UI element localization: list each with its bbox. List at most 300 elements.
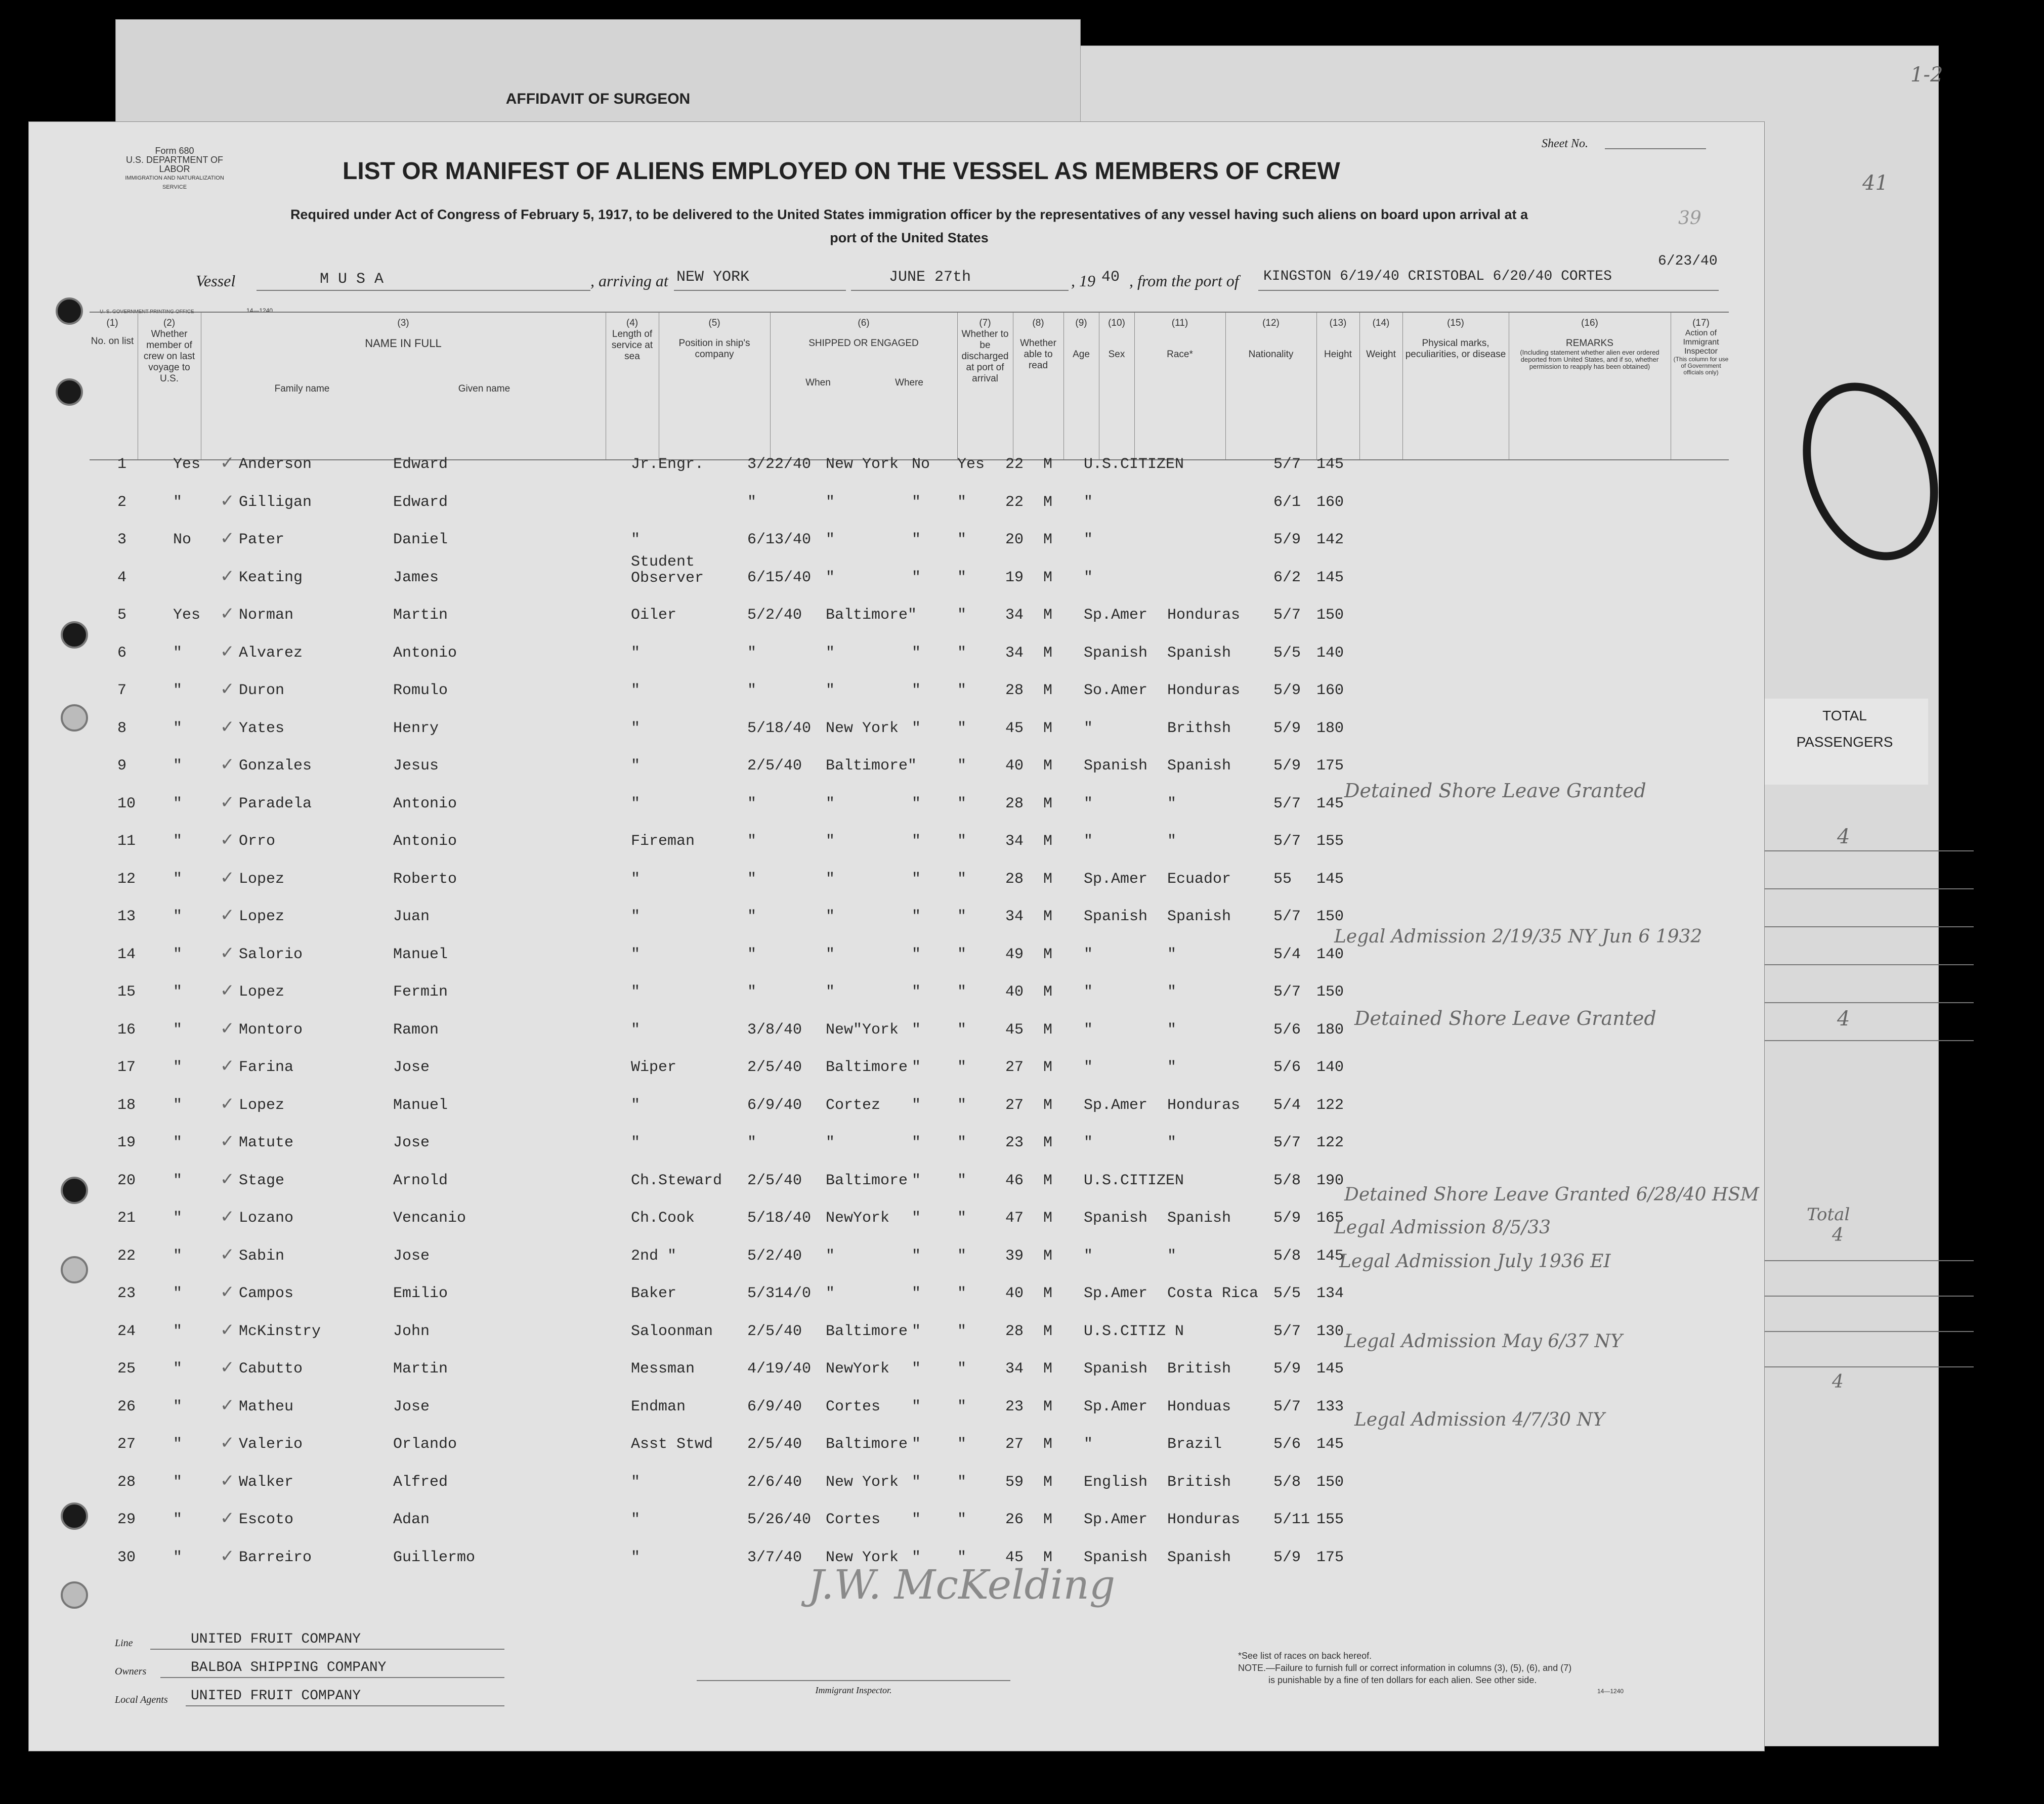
cell-family-name: Paradela (239, 795, 312, 812)
check-mark-icon: ✓ (220, 942, 235, 963)
cell-nationality: " (1167, 1059, 1177, 1076)
cell-age: 28 (1005, 795, 1024, 812)
page-mark: 39 (1678, 208, 1701, 229)
cell-family-name: Matheu (239, 1398, 294, 1415)
remark-row20: Detained Shore Leave Granted 6/28/40 HSM (1344, 1184, 1759, 1205)
cell-age: 45 (1005, 1021, 1024, 1039)
cell-shipped-where: Baltimore (826, 1059, 908, 1076)
total-passengers-box (1761, 699, 1928, 785)
col-when-header: When (805, 377, 831, 388)
cell-prev-voyage: Yes (173, 607, 201, 624)
cell-nationality: Ecuador (1167, 870, 1231, 888)
cell-sex: M (1043, 833, 1053, 850)
cell-shipped-when: 5/2/40 (747, 1247, 802, 1265)
vessel-label: Vessel (196, 272, 236, 290)
cell-race: " (1084, 1247, 1093, 1265)
check-mark-icon: ✓ (220, 1470, 235, 1491)
from-underline (1258, 290, 1719, 291)
cell-given-name: Martin (393, 1360, 448, 1378)
cell-row-number: 1 (117, 456, 127, 473)
cell-weight: 160 (1316, 682, 1344, 699)
cell-given-name: Manuel (393, 1096, 448, 1114)
table-row (29, 553, 1764, 596)
cell-able-to-read: " (957, 1210, 967, 1227)
cell-race: " (1084, 946, 1093, 963)
cell-prev-voyage: " (173, 1134, 183, 1151)
col6-num: (6) (858, 318, 870, 328)
cell-race: " (1084, 569, 1093, 586)
cell-discharged: " (912, 1511, 921, 1528)
line-label: Line (115, 1638, 133, 1649)
tally-line (1761, 964, 1974, 965)
cell-shipped-where: " (826, 493, 835, 511)
remark-row24: Legal Admission May 6/37 NY (1344, 1331, 1623, 1352)
col-age-header: Age (1073, 349, 1090, 360)
cell-height: 5/9 (1273, 531, 1301, 548)
cell-position: " (631, 719, 641, 737)
cell-race: Sp.Amer (1084, 1511, 1148, 1528)
check-mark-icon: ✓ (220, 792, 235, 812)
cell-able-to-read: " (957, 1436, 967, 1453)
table-row (29, 861, 1764, 898)
cell-nationality: Spanish (1167, 757, 1231, 775)
table-row (29, 1350, 1764, 1388)
col5-num: (5) (708, 318, 720, 328)
col7-num: (7) (979, 318, 991, 328)
check-mark-icon: ✓ (220, 1056, 235, 1076)
cell-shipped-where: " (826, 1247, 835, 1265)
cell-weight: 145 (1316, 1247, 1344, 1265)
arrival-year: 40 (1101, 269, 1120, 286)
cell-able-to-read: " (957, 1285, 967, 1302)
col-read-header: Whether able to read (1020, 338, 1056, 371)
cell-nationality: Spanish (1167, 1549, 1231, 1566)
table-row (29, 1464, 1764, 1501)
cell-sex: M (1043, 531, 1053, 548)
cell-given-name: Henry (393, 719, 439, 737)
cell-shipped-where: " (826, 795, 835, 812)
cell-race: " (1084, 493, 1093, 511)
check-mark-icon: ✓ (220, 830, 235, 850)
col-marks-header: Physical marks, peculiarities, or disease (1405, 338, 1506, 360)
cell-discharged: " (912, 1549, 921, 1566)
tally-line (1761, 850, 1974, 851)
cell-able-to-read: " (957, 1549, 967, 1566)
cell-age: 49 (1005, 946, 1024, 963)
cell-weight: 142 (1316, 531, 1344, 548)
cell-height: 5/11 (1273, 1511, 1310, 1528)
cell-discharged: " (912, 983, 921, 1001)
cell-able-to-read: " (957, 946, 967, 963)
col-family-header: Family name (274, 383, 330, 394)
cell-family-name: Yates (239, 719, 285, 737)
cell-sex: M (1043, 795, 1053, 812)
subtitle-line2: port of the United States (830, 230, 989, 245)
check-mark-icon: ✓ (220, 1395, 235, 1415)
cell-prev-voyage: " (173, 682, 183, 699)
cell-sex: M (1043, 1360, 1053, 1378)
cell-height: 5/9 (1273, 719, 1301, 737)
punch-hole (61, 621, 88, 649)
agents-underline (186, 1705, 504, 1706)
check-mark-icon: ✓ (220, 1207, 235, 1227)
cell-age: 34 (1005, 644, 1024, 662)
cell-discharged: " (912, 719, 921, 737)
cell-discharged: " (912, 870, 921, 888)
cell-height: 5/7 (1273, 1134, 1301, 1151)
cell-shipped-where: " (826, 1285, 835, 1302)
cell-given-name: Jose (393, 1059, 430, 1076)
cell-able-to-read: " (957, 1134, 967, 1151)
cell-shipped-when: " (747, 493, 757, 511)
cell-nationality: Spanish (1167, 644, 1231, 662)
cell-family-name: Matute (239, 1134, 294, 1151)
cell-discharged: " (912, 1285, 921, 1302)
cell-sex: M (1043, 644, 1053, 662)
cell-discharged: " (912, 1096, 921, 1114)
cell-able-to-read: " (957, 1172, 967, 1189)
from-ports-date: 6/23/40 (1658, 253, 1718, 269)
cell-race: So.Amer (1084, 682, 1148, 699)
col-remarks-sub: (Including statement whether alien ever ordered deported from United States, and if so, whether permission to reapply has been obtained) (1520, 349, 1659, 370)
table-row (29, 747, 1764, 785)
count-c: 4 (1832, 1225, 1844, 1245)
cell-position: Messman (631, 1360, 695, 1378)
cell-able-to-read: " (957, 1360, 967, 1378)
cell-discharged: " (912, 1059, 921, 1076)
cell-height: 5/8 (1273, 1172, 1301, 1189)
cell-family-name: Lozano (239, 1210, 294, 1227)
cell-given-name: Daniel (393, 531, 448, 548)
cell-row-number: 21 (117, 1210, 136, 1227)
cell-sex: M (1043, 719, 1053, 737)
cell-age: 34 (1005, 833, 1024, 850)
col-name-header: NAME IN FULL (365, 337, 442, 350)
check-mark-icon: ✓ (220, 867, 235, 888)
check-mark-icon: ✓ (220, 1093, 235, 1114)
cell-race: " (1084, 795, 1093, 812)
footer-company-block (115, 1629, 509, 1714)
col2-num: (2) (163, 318, 176, 328)
cell-race: Spanish (1084, 644, 1148, 662)
cell-sex: M (1043, 946, 1053, 963)
cell-sex: M (1043, 493, 1053, 511)
cell-shipped-where: " (826, 1134, 835, 1151)
cell-shipped-when: 4/19/40 (747, 1360, 812, 1378)
cell-prev-voyage: " (173, 1096, 183, 1114)
cell-position: " (631, 795, 641, 812)
cell-given-name: Arnold (393, 1172, 448, 1189)
cell-discharged: " (912, 946, 921, 963)
cell-able-to-read: " (957, 908, 967, 925)
cell-height: 5/7 (1273, 833, 1301, 850)
cell-weight: 150 (1316, 983, 1344, 1001)
from-port-label: , from the port of (1129, 272, 1239, 290)
cell-sex: M (1043, 1247, 1053, 1265)
cell-weight: 190 (1316, 1172, 1344, 1189)
cell-family-name: Lopez (239, 1096, 285, 1114)
manifest-sheet (28, 121, 1765, 1751)
cell-prev-voyage: " (173, 1172, 183, 1189)
cell-shipped-when: " (747, 983, 757, 1001)
cell-prev-voyage: " (173, 757, 183, 775)
table-row (29, 1087, 1764, 1124)
cell-nationality: Costa Rica (1167, 1285, 1259, 1302)
cell-given-name: James (393, 569, 439, 586)
line-underline (150, 1649, 504, 1650)
cell-row-number: 28 (117, 1473, 136, 1491)
col-divider (1134, 313, 1135, 459)
cell-age: 19 (1005, 569, 1024, 586)
col-action-sub: (This column for use of Government officials only) (1673, 356, 1729, 376)
cell-prev-voyage: No (173, 531, 192, 548)
cell-race: U.S.CITIZEN (1084, 1172, 1184, 1189)
check-mark-icon: ✓ (220, 1319, 235, 1340)
cell-given-name: Martin (393, 607, 448, 624)
cell-age: 26 (1005, 1511, 1024, 1528)
col11-num: (11) (1171, 318, 1188, 328)
table-row (29, 1501, 1764, 1538)
cell-weight: 140 (1316, 1059, 1344, 1076)
cell-family-name: Keating (239, 569, 303, 586)
cell-position: Endman (631, 1398, 686, 1415)
cell-prev-voyage: " (173, 908, 183, 925)
cell-height: 5/9 (1273, 1360, 1301, 1378)
cell-shipped-when: 6/9/40 (747, 1096, 802, 1114)
cell-nationality: British (1167, 1360, 1231, 1378)
footer-notes (1238, 1650, 1571, 1686)
cell-discharged: " (912, 531, 921, 548)
cell-shipped-where: Cortes (826, 1511, 881, 1528)
cell-row-number: 15 (117, 983, 136, 1001)
cell-shipped-where: Baltimore (826, 1436, 908, 1453)
check-mark-icon: ✓ (220, 566, 235, 586)
note-failure: NOTE.—Failure to furnish full or correct information in columns (3), (5), (6), and (7) (1238, 1663, 1572, 1673)
page-number: 41 (1862, 171, 1888, 195)
cell-nationality: Honduras (1167, 682, 1241, 699)
cell-race: English (1084, 1473, 1148, 1491)
form-number: Form 680 (155, 146, 194, 156)
cell-age: 20 (1005, 531, 1024, 548)
cell-prev-voyage: " (173, 1285, 183, 1302)
cell-family-name: Montoro (239, 1021, 303, 1039)
department: U.S. DEPARTMENT OF LABOR (125, 155, 224, 174)
inspector-line (697, 1680, 1010, 1681)
cell-prev-voyage: Yes (173, 456, 201, 473)
table-row (29, 1275, 1764, 1312)
table-row (29, 710, 1764, 747)
cell-height: 5/8 (1273, 1247, 1301, 1265)
cell-family-name: Lopez (239, 870, 285, 888)
cell-age: 23 (1005, 1134, 1024, 1151)
cell-shipped-when: 3/8/40 (747, 1021, 802, 1039)
cell-height: 5/9 (1273, 757, 1301, 775)
cell-row-number: 5 (117, 607, 127, 624)
cell-given-name: Vencanio (393, 1210, 466, 1227)
cell-row-number: 27 (117, 1436, 136, 1453)
cell-shipped-where: " (826, 908, 835, 925)
cell-shipped-where: New York (826, 1473, 899, 1491)
cell-family-name: Walker (239, 1473, 294, 1491)
cell-prev-voyage: " (173, 870, 183, 888)
agents-company: UNITED FRUIT COMPANY (191, 1688, 361, 1704)
cell-shipped-where: " (826, 644, 835, 662)
cell-shipped-when: " (747, 946, 757, 963)
tally-line (1761, 1260, 1974, 1261)
cell-sex: M (1043, 1210, 1053, 1227)
cell-race: " (1084, 983, 1093, 1001)
sheet-label: Sheet No. (1542, 137, 1588, 150)
cell-shipped-where: Baltimore (826, 1172, 908, 1189)
col-divider (1316, 313, 1317, 459)
punch-hole (56, 378, 83, 406)
cell-prev-voyage: " (173, 946, 183, 963)
cell-able-to-read: " (957, 1398, 967, 1415)
cell-height: 5/7 (1273, 1398, 1301, 1415)
cell-position: " (631, 1021, 641, 1039)
cell-prev-voyage: " (173, 1021, 183, 1039)
cell-nationality: Brazil (1167, 1436, 1222, 1453)
cell-shipped-when: 6/13/40 (747, 531, 812, 548)
cell-discharged: " (912, 1398, 921, 1415)
cell-discharged: " (912, 1436, 921, 1453)
cell-position: " (631, 1134, 641, 1151)
cell-discharged: " (912, 682, 921, 699)
cell-shipped-when: 6/15/40 (747, 569, 812, 586)
cell-row-number: 14 (117, 946, 136, 963)
cell-race: Sp.Amer (1084, 1285, 1148, 1302)
cell-race: Spanish (1084, 1360, 1148, 1378)
cell-prev-voyage: " (173, 1511, 183, 1528)
cell-prev-voyage: " (173, 1360, 183, 1378)
cell-weight: 130 (1316, 1322, 1344, 1340)
cell-height: 5/6 (1273, 1436, 1301, 1453)
cell-able-to-read: " (957, 682, 967, 699)
cell-able-to-read: " (957, 833, 967, 850)
cell-shipped-where: New York (826, 1549, 899, 1566)
check-mark-icon: ✓ (220, 528, 235, 548)
cell-shipped-when: 2/6/40 (747, 1473, 802, 1491)
cell-row-number: 20 (117, 1172, 136, 1189)
cell-family-name: Gonzales (239, 757, 312, 775)
check-mark-icon: ✓ (220, 679, 235, 699)
col-no-header: No. on list (91, 336, 134, 347)
cell-nationality: Spanish (1167, 1210, 1231, 1227)
corner-mark: 1-2 (1910, 63, 1943, 87)
cell-position: " (631, 1473, 641, 1491)
cell-race: " (1084, 1059, 1093, 1076)
cell-age: 28 (1005, 682, 1024, 699)
cell-shipped-when: " (747, 870, 757, 888)
cell-position: " (631, 644, 641, 662)
cell-age: 45 (1005, 1549, 1024, 1566)
remark-row10: Detained Shore Leave Granted (1344, 780, 1646, 802)
cell-able-to-read: " (957, 1473, 967, 1491)
cell-row-number: 26 (117, 1398, 136, 1415)
cell-shipped-when: 5/18/40 (747, 719, 812, 737)
cell-height: 5/4 (1273, 1096, 1301, 1114)
cell-given-name: Adan (393, 1511, 430, 1528)
cell-shipped-where: " (826, 531, 835, 548)
cell-given-name: Edward (393, 493, 448, 511)
cell-position: " (631, 682, 641, 699)
cell-age: 34 (1005, 1360, 1024, 1378)
cell-row-number: 16 (117, 1021, 136, 1039)
cell-weight: 145 (1316, 1436, 1344, 1453)
cell-nationality: " (1167, 983, 1177, 1001)
cell-sex: M (1043, 870, 1053, 888)
check-mark-icon: ✓ (220, 980, 235, 1001)
cell-height: 5/6 (1273, 1021, 1301, 1039)
cell-race: Spanish (1084, 1210, 1148, 1227)
cell-shipped-where: New York (826, 456, 899, 473)
from-ports: KINGSTON 6/19/40 CRISTOBAL 6/20/40 CORTES (1263, 269, 1612, 284)
cell-discharged: " (912, 795, 921, 812)
cell-row-number: 17 (117, 1059, 136, 1076)
cell-given-name: Roberto (393, 870, 457, 888)
cell-prev-voyage: " (173, 983, 183, 1001)
cell-family-name: Escoto (239, 1511, 294, 1528)
table-row (29, 1426, 1764, 1463)
cell-position: Oiler (631, 607, 677, 624)
total2-label: Total (1807, 1205, 1850, 1225)
col-action-header: Action of Immigrant Inspector (1683, 329, 1719, 356)
cell-given-name: Antonio (393, 833, 457, 850)
cell-shipped-when: " (747, 1134, 757, 1151)
table-row (29, 634, 1764, 672)
cell-family-name: Gilligan (239, 493, 312, 511)
col-discharged-header: Whether to be discharged at port of arrival (961, 329, 1009, 384)
remark-row22: Legal Admission July 1936 EI (1339, 1251, 1611, 1272)
tally-line (1761, 1002, 1974, 1003)
cell-weight: 180 (1316, 1021, 1344, 1039)
cell-able-to-read: " (957, 1096, 967, 1114)
cell-position: Jr.Engr. (631, 456, 704, 473)
cell-row-number: 6 (117, 644, 127, 662)
cell-family-name: Lopez (239, 983, 285, 1001)
agents-label: Local Agents (115, 1694, 168, 1705)
cell-family-name: Norman (239, 607, 294, 624)
col9-num: (9) (1075, 318, 1087, 328)
cell-shipped-where: New"York (826, 1021, 899, 1039)
cell-weight: 145 (1316, 1360, 1344, 1378)
cell-age: 59 (1005, 1473, 1024, 1491)
cell-position: " (631, 1511, 641, 1528)
cell-shipped-where: " (826, 870, 835, 888)
cell-discharged: " (912, 833, 921, 850)
cell-row-number: 10 (117, 795, 136, 812)
cell-given-name: Orlando (393, 1436, 457, 1453)
service: IMMIGRATION AND NATURALIZATION SERVICE (125, 175, 224, 190)
cell-height: 5/8 (1273, 1473, 1301, 1491)
cell-position: " (631, 531, 641, 548)
cell-shipped-where: Baltimore" (826, 757, 917, 775)
table-row (29, 973, 1764, 1011)
cell-race: " (1084, 833, 1093, 850)
cell-row-number: 2 (117, 493, 127, 511)
cell-discharged: " (912, 1322, 921, 1340)
cell-row-number: 19 (117, 1134, 136, 1151)
cell-race: " (1084, 1134, 1093, 1151)
cell-discharged: " (912, 569, 921, 586)
cell-sex: M (1043, 1549, 1053, 1566)
check-mark-icon: ✓ (220, 1018, 235, 1039)
cell-weight: 175 (1316, 1549, 1344, 1566)
cell-shipped-where: Cortes (826, 1398, 881, 1415)
cell-able-to-read: Yes (957, 456, 985, 473)
cell-discharged: " (912, 493, 921, 511)
cell-race: Spanish (1084, 1549, 1148, 1566)
